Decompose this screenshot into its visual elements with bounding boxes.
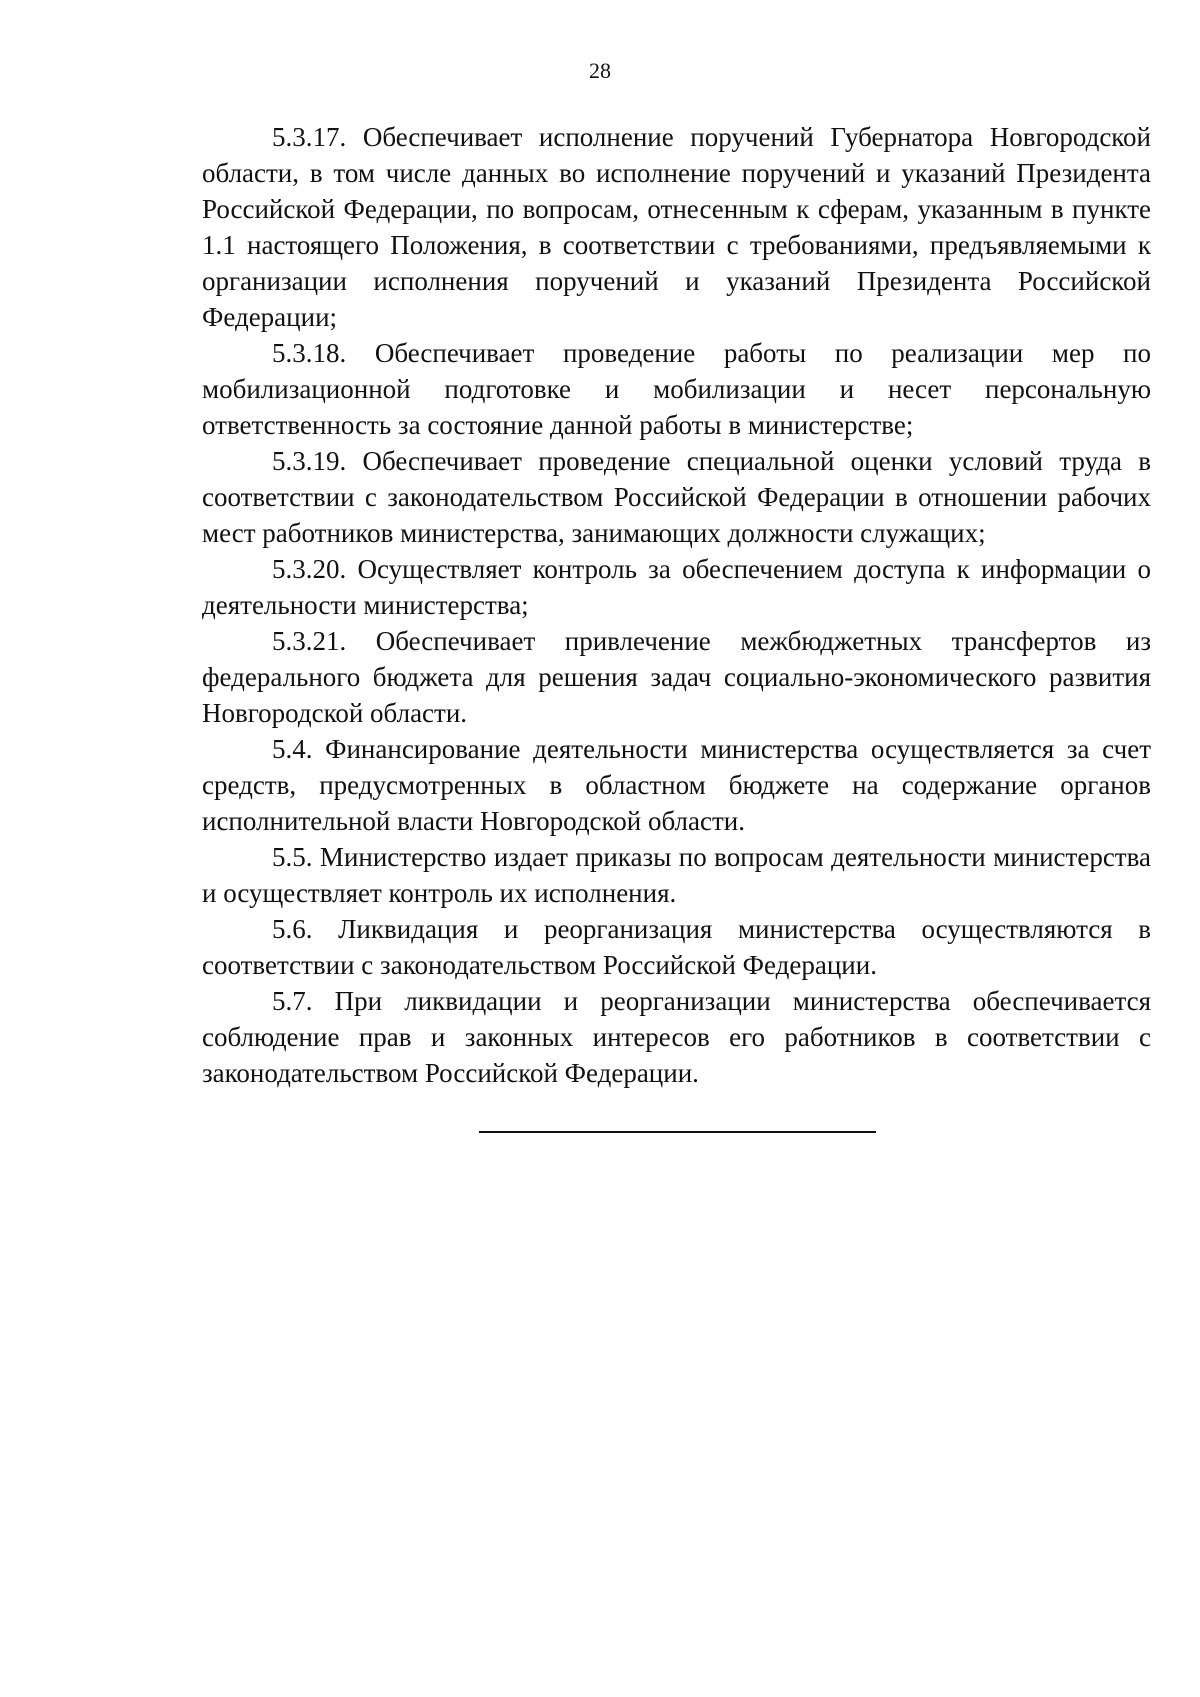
paragraph-5-4: 5.4. Финансирование деятельности министерства осуществляется за счет средств, предусмотренных в областном бюджете на содержание органов исполнительной власти Новгородской области.	[202, 734, 1151, 836]
end-separator-line	[479, 1131, 876, 1133]
paragraph-5-5: 5.5. Министерство издает приказы по вопросам деятельности министерства и осуществляет контроль их исполнения.	[202, 842, 1151, 908]
paragraph-5-6: 5.6. Ликвидация и реорганизация министерства осуществляются в соответствии с законодательством Российской Федерации.	[202, 914, 1151, 980]
paragraph-5-3-19: 5.3.19. Обеспечивает проведение специальной оценки условий труда в соответствии с законодательством Российской Федерации в отношении рабочих мест работников министерства, занимающих должности служащих;	[202, 446, 1151, 548]
document-body	[202, 119, 1151, 1091]
paragraph-5-3-21: 5.3.21. Обеспечивает привлечение межбюджетных трансфертов из федерального бюджета для решения задач социально-экономического развития Новгородской области.	[202, 626, 1151, 728]
paragraph-5-3-20: 5.3.20. Осуществляет контроль за обеспечением доступа к информации о деятельности министерства;	[202, 554, 1151, 620]
paragraph-5-3-18: 5.3.18. Обеспечивает проведение работы по реализации мер по мобилизационной подготовке и мобилизации и несет персональную ответственность за состояние данной работы в министерстве;	[202, 338, 1151, 440]
page-number: 28	[589, 58, 611, 83]
paragraph-5-3-17: 5.3.17. Обеспечивает исполнение поручений Губернатора Новгородской области, в том числе данных во исполнение поручений и указаний Президента Российской Федерации, по вопросам, отнесенным к сферам, указанным в пункте 1.1 настоящего Положения, в соответствии с требованиями, предъявляемыми к организации исполнения поручений и указаний Президента Российской Федерации;	[202, 122, 1151, 332]
paragraph-5-7: 5.7. При ликвидации и реорганизации министерства обеспечивается соблюдение прав и законных интересов его работников в соответствии с законодательством Российской Федерации.	[202, 986, 1151, 1088]
